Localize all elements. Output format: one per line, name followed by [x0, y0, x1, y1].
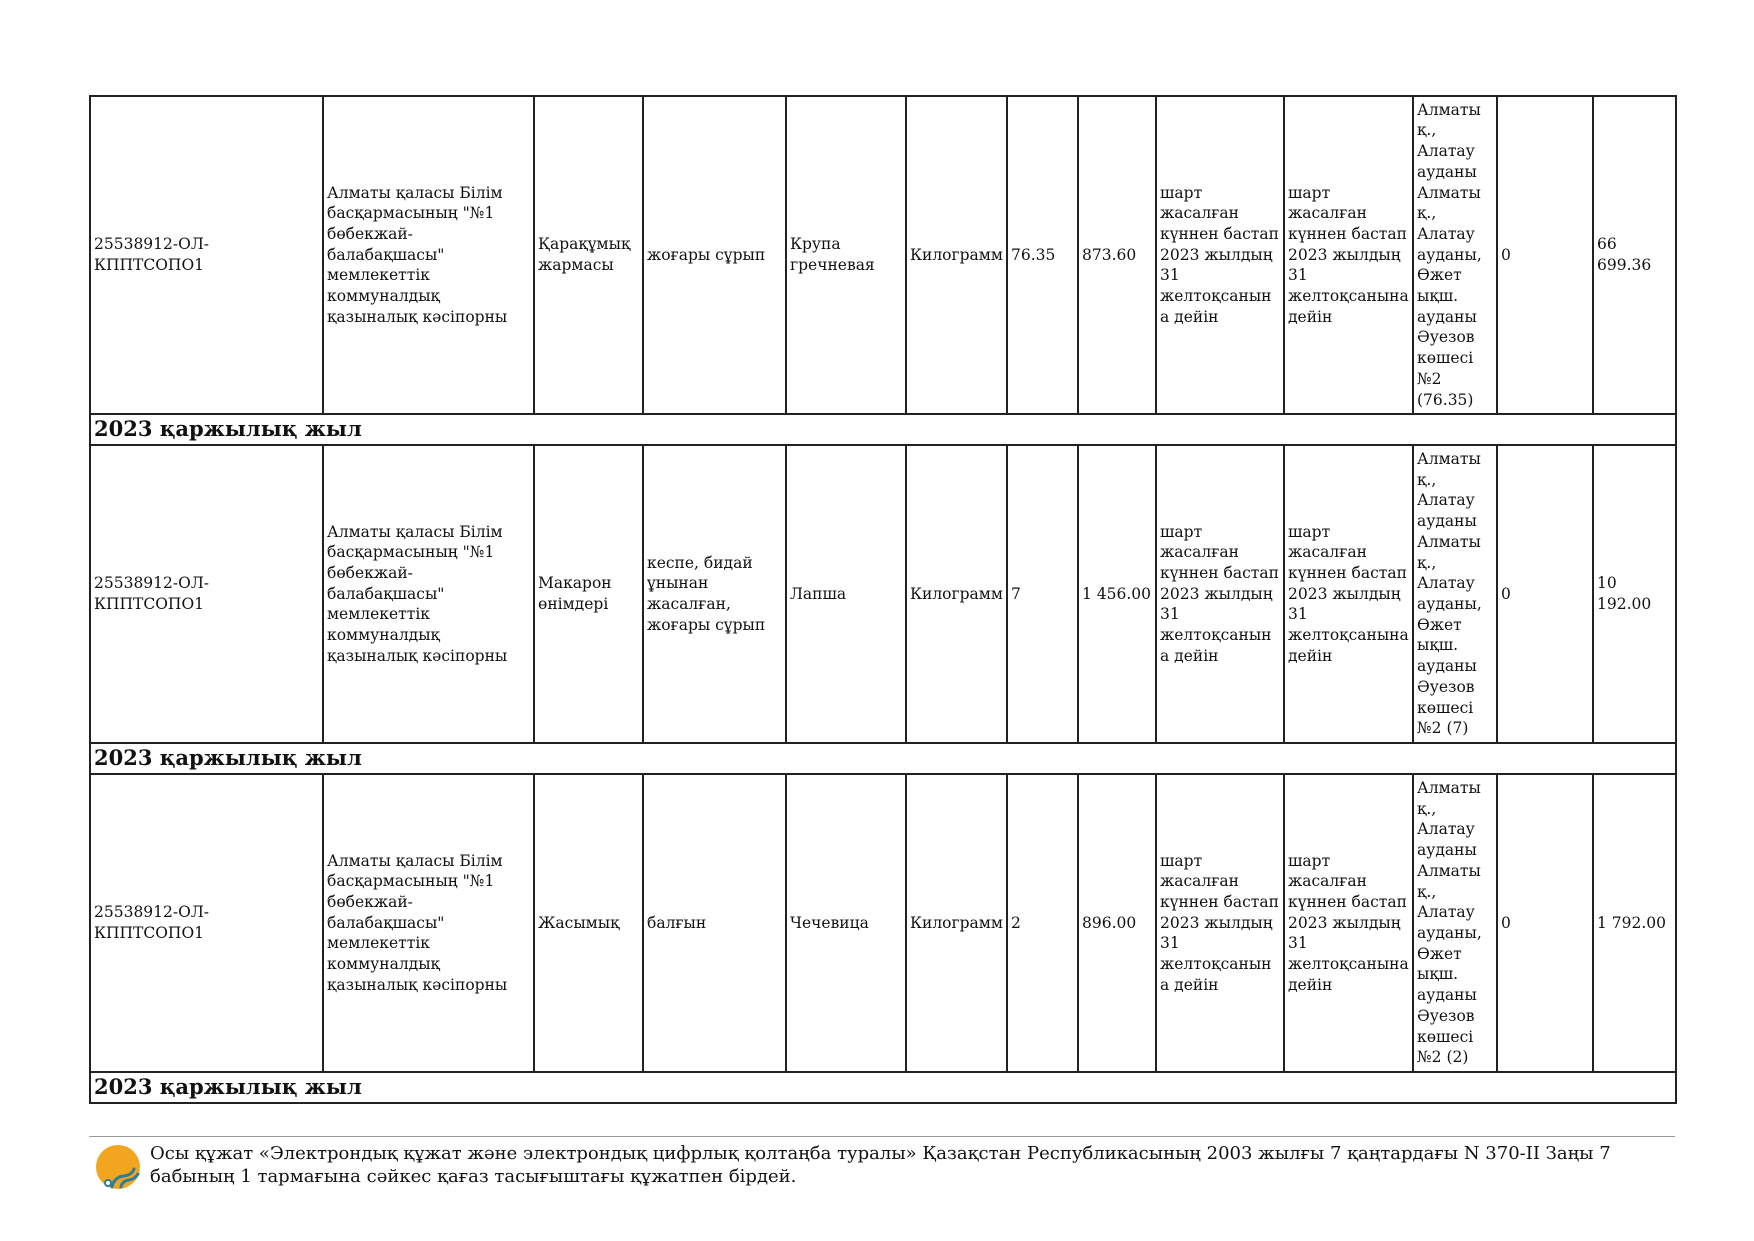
lot-code-cell: 25538912-ОЛ-КППТСОПО1 — [90, 445, 323, 743]
delivery-place-cell: Алматы қ., Алатау ауданы Алматы қ., Алатау ауданы, Өжет ықш. ауданы Әуезов көшесі №2 (2) — [1413, 774, 1497, 1072]
year-row — [90, 414, 1676, 445]
characteristic-cell: кеспе, бидай ұнынан жасалған, жоғары сұрып — [643, 445, 786, 743]
unit-cell: Килограмм — [906, 774, 1007, 1072]
table-row — [90, 445, 1676, 743]
price-cell: 873.60 — [1078, 96, 1156, 414]
term-end-cell: шарт жасалған күннен бастап 2023 жылдың 31 желтоқсанына дейін — [1284, 774, 1413, 1072]
quantity-cell: 76.35 — [1007, 96, 1078, 414]
procurement-table — [89, 95, 1677, 1104]
fiscal-year-label: 2023 қаржылық жыл — [90, 743, 1676, 774]
table-row — [90, 96, 1676, 414]
egov-seal-icon — [94, 1143, 142, 1191]
advance-cell: 0 — [1497, 774, 1593, 1072]
footer-divider — [89, 1136, 1675, 1137]
item-name-ru-cell: Чечевица — [786, 774, 906, 1072]
total-cell: 66 699.36 — [1593, 96, 1676, 414]
term-start-cell: шарт жасалған күннен бастап 2023 жылдың 31 желтоқсанына дейін — [1156, 774, 1284, 1072]
characteristic-cell: балғын — [643, 774, 786, 1072]
item-name-ru-cell: Лапша — [786, 445, 906, 743]
total-cell: 1 792.00 — [1593, 774, 1676, 1072]
lot-code-cell: 25538912-ОЛ-КППТСОПО1 — [90, 774, 323, 1072]
item-name-cell: Қарақұмық жармасы — [534, 96, 643, 414]
item-name-cell: Макарон өнімдері — [534, 445, 643, 743]
unit-cell: Килограмм — [906, 96, 1007, 414]
delivery-place-cell: Алматы қ., Алатау ауданы Алматы қ., Алатау ауданы, Өжет ықш. ауданы Әуезов көшесі №2 (76.35) — [1413, 96, 1497, 414]
customer-cell: Алматы қаласы Білім басқармасының "№1 бөбекжай-балабақшасы" мемлекеттік коммуналдық қазыналық кәсіпорны — [323, 774, 534, 1072]
quantity-cell: 7 — [1007, 445, 1078, 743]
customer-cell: Алматы қаласы Білім басқармасының "№1 бөбекжай-балабақшасы" мемлекеттік коммуналдық қазыналық кәсіпорны — [323, 445, 534, 743]
fiscal-year-label: 2023 қаржылық жыл — [90, 1072, 1676, 1103]
quantity-cell: 2 — [1007, 774, 1078, 1072]
term-start-cell: шарт жасалған күннен бастап 2023 жылдың 31 желтоқсанына дейін — [1156, 445, 1284, 743]
lot-code-cell: 25538912-ОЛ-КППТСОПО1 — [90, 96, 323, 414]
term-start-cell: шарт жасалған күннен бастап 2023 жылдың 31 желтоқсанына дейін — [1156, 96, 1284, 414]
total-cell: 10 192.00 — [1593, 445, 1676, 743]
characteristic-cell: жоғары сұрып — [643, 96, 786, 414]
item-name-ru-cell: Крупа гречневая — [786, 96, 906, 414]
item-name-cell: Жасымық — [534, 774, 643, 1072]
term-end-cell: шарт жасалған күннен бастап 2023 жылдың 31 желтоқсанына дейін — [1284, 96, 1413, 414]
advance-cell: 0 — [1497, 96, 1593, 414]
year-row — [90, 1072, 1676, 1103]
year-row — [90, 743, 1676, 774]
legal-notice: Осы құжат «Электрондық құжат және электрондық цифрлық қолтаңба туралы» Қазақстан Республикасының 2003 жылғы 7 қаңтардағы N 370-II Заңы 7 бабының 1 тармағына сәйкес қағаз тасығыштағы құжатпен бірдей. — [150, 1143, 1611, 1187]
term-end-cell: шарт жасалған күннен бастап 2023 жылдың 31 желтоқсанына дейін — [1284, 445, 1413, 743]
price-cell: 896.00 — [1078, 774, 1156, 1072]
unit-cell: Килограмм — [906, 445, 1007, 743]
delivery-place-cell: Алматы қ., Алатау ауданы Алматы қ., Алатау ауданы, Өжет ықш. ауданы Әуезов көшесі №2 (7) — [1413, 445, 1497, 743]
table-row — [90, 774, 1676, 1072]
fiscal-year-label: 2023 қаржылық жыл — [90, 414, 1676, 445]
advance-cell: 0 — [1497, 445, 1593, 743]
customer-cell: Алматы қаласы Білім басқармасының "№1 бөбекжай-балабақшасы" мемлекеттік коммуналдық қазыналық кәсіпорны — [323, 96, 534, 414]
price-cell: 1 456.00 — [1078, 445, 1156, 743]
